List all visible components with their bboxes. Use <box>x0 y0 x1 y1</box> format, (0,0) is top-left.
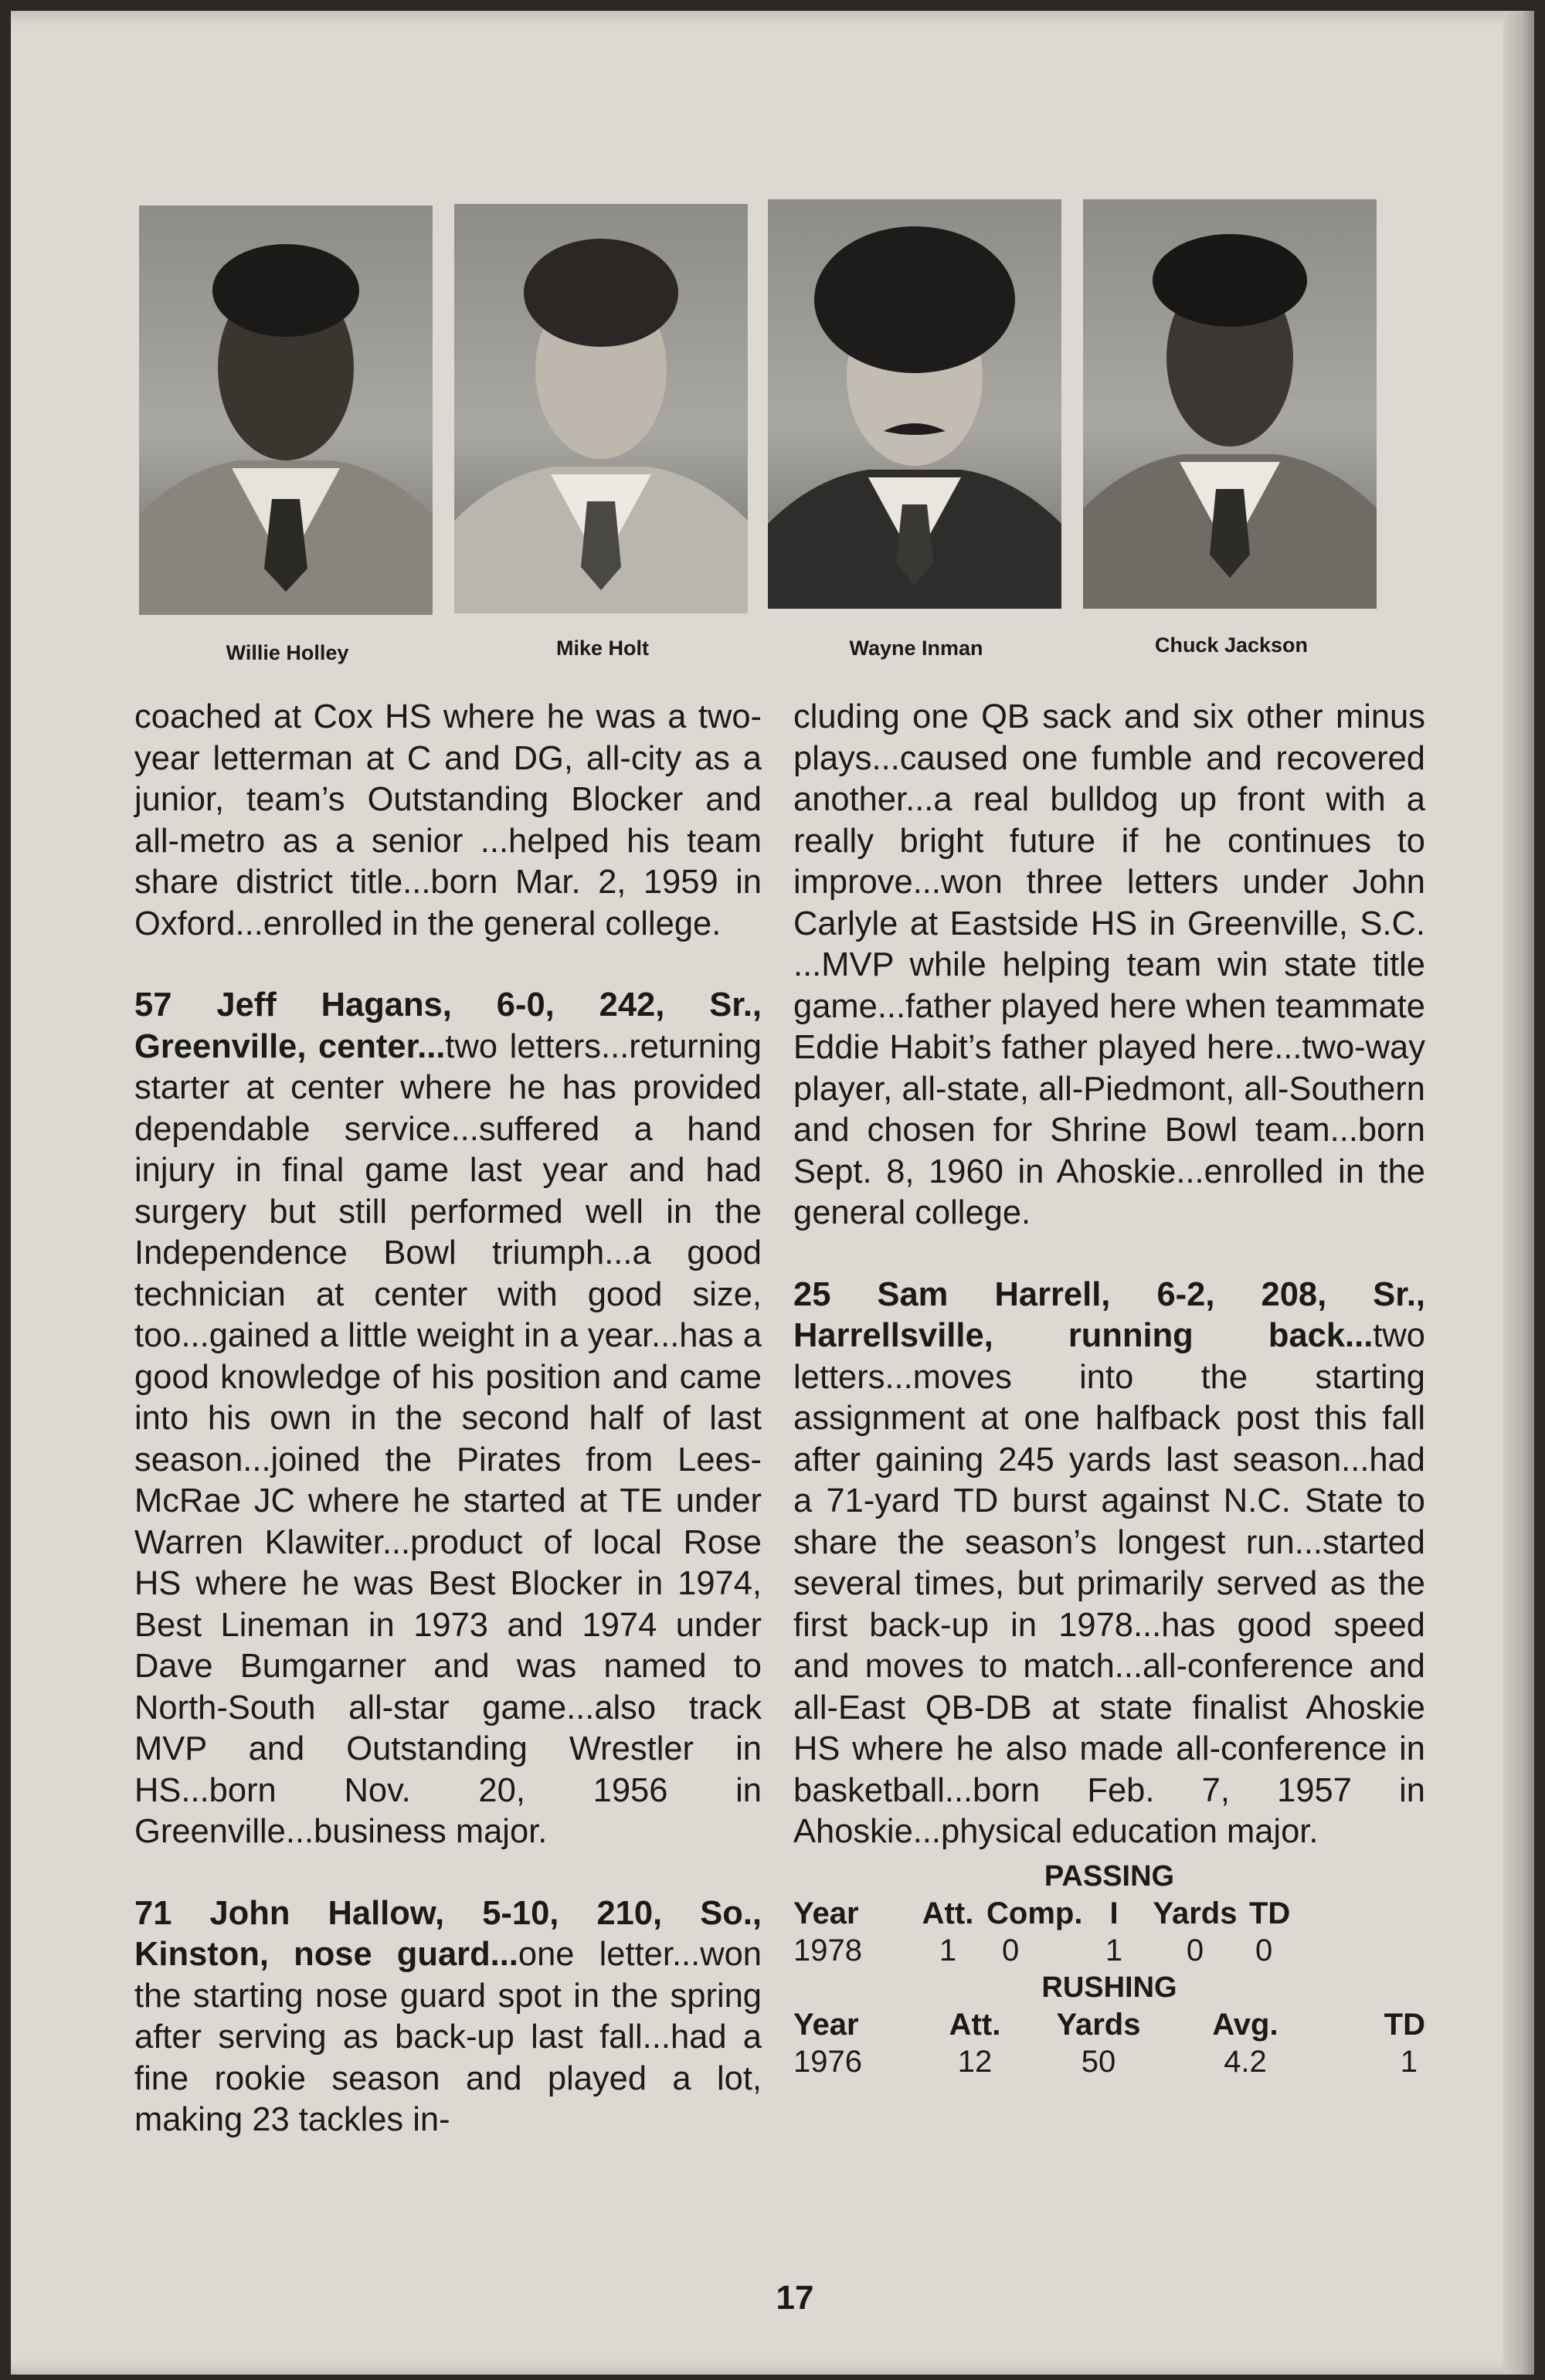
paragraph: cluding one QB sack and six other minus plays...caused one fumble and recovered another...a real bulldog up front with a really bright future if he continues to improve...won three letters under John Carlyle at Eastside HS in Greenville, S.C. ...MVP while helping team win state title game...father played here when teammate Eddie Habit’s father played here...two-way player, all-state, all-Piedmont, all-Southern and chosen for Shrine Bowl team...born Sept. 8, 1960 in Ahoskie...enrolled in the general college. <box>793 698 1425 1231</box>
table-header: I <box>1109 1896 1119 1930</box>
table-header: Avg. <box>1212 2007 1278 2042</box>
passing-table <box>793 1895 1425 1969</box>
passing-title: PASSING <box>1044 1859 1175 1893</box>
player-bio <box>134 985 762 1853</box>
page-edge <box>1503 11 1534 2375</box>
rushing-title: RUSHING <box>1041 1971 1177 2004</box>
photo-chuck-jackson <box>1083 199 1377 609</box>
right-column <box>793 697 1425 2080</box>
rushing-table <box>793 2006 1425 2080</box>
table-cell: 1 <box>1400 2044 1418 2079</box>
table-row <box>793 1932 1425 1969</box>
table-header: Comp. <box>986 1896 1083 1930</box>
player-bio-text: two letters...moves into the starting assignment at one halfback post this fall after gaining 245 yards last season...had a 71-yard TD burst against N.C. State to share the season’s longest run...started several times, but primarily served as the first back-up in 1978...has good speed and moves to match...all-conference and all-East QB-DB at state finalist Ahoskie HS where he also made all-conference in basketball...born Feb. 7, 1957 in Ahoskie...physical education major. <box>793 1317 1425 1850</box>
photo-caption: Mike Holt <box>555 637 649 660</box>
left-column <box>134 697 762 2141</box>
table-cell: 0 <box>1002 1933 1020 1967</box>
table-cell: 1978 <box>793 1933 862 1967</box>
photo-wayne-inman <box>768 199 1061 609</box>
player-bio-text: one letter...won the starting nose guard spot in the spring after serving as back-up last fall...had a fine rookie season and played a lot, making 23 tackles in- <box>134 1936 762 2138</box>
table-header: Yards <box>1056 2007 1141 2042</box>
photo-caption: Chuck Jackson <box>1154 633 1309 657</box>
table-row <box>793 2043 1425 2080</box>
table-header: Att. <box>922 1896 974 1930</box>
table-cell: 12 <box>957 2044 993 2079</box>
photo-caption: Willie Holley <box>226 641 349 664</box>
table-cell: 4.2 <box>1224 2044 1267 2079</box>
player-bio <box>134 1893 762 2141</box>
table-cell: 1 <box>1105 1933 1123 1967</box>
player-bio <box>793 1275 1425 1853</box>
passing-stats <box>793 1858 1425 1969</box>
table-header: TD <box>1384 2007 1425 2042</box>
table-header: Att. <box>949 2007 1001 2042</box>
player-heading: 57 Jeff Hagans, 6-0, 242, Sr., Greenville, center... <box>134 986 762 1065</box>
page <box>11 11 1534 2375</box>
player-heading: 71 John Hallow, 5-10, 210, So., Kinston, nose guard... <box>134 1894 762 1973</box>
rushing-stats <box>793 1969 1425 2080</box>
table-header: Year <box>793 1896 859 1930</box>
player-heading: 25 Sam Harrell, 6-2, 208, Sr., Harrellsville, running back... <box>793 1275 1425 1354</box>
photo-caption: Wayne Inman <box>849 637 983 660</box>
paragraph: coached at Cox HS where he was a two-year letterman at C and DG, all-city as a junior, team’s Outstanding Blocker and all-metro as a senior ...helped his team share district title...born Mar. 2, 1959 in Oxford...enrolled in the general college. <box>134 698 762 942</box>
photo-willie-holley <box>139 205 433 615</box>
table-header: Year <box>793 2007 859 2042</box>
table-cell: 50 <box>1081 2044 1116 2079</box>
table-cell: 0 <box>1186 1933 1204 1967</box>
table-cell: 1 <box>939 1933 957 1967</box>
table-header: Yards <box>1153 1896 1238 1930</box>
player-bio-text: two letters...returning starter at center where he has provided dependable service...suffered a hand injury in final game last year and had surgery but still performed well in the Independence Bowl triumph...a good technician at center with good size, too...gained a little weight in a year...has a good knowledge of his position and came into his own in the second half of last season...joined the Pirates from Lees-McRae JC where he started at TE under Warren Klawiter...product of local Rose HS where he was Best Blocker in 1974, Best Lineman in 1973 and 1974 under Dave Bumgarner and was named to North-South all-star game...also track MVP and Outstanding Wrestler in HS...born Nov. 20, 1956 in Greenville...business major. <box>134 1027 762 1850</box>
page-number: 17 <box>776 2279 814 2317</box>
table-header: TD <box>1249 1896 1291 1930</box>
table-cell: 1976 <box>793 2044 862 2079</box>
photo-mike-holt <box>454 204 748 613</box>
table-cell: 0 <box>1255 1933 1273 1967</box>
